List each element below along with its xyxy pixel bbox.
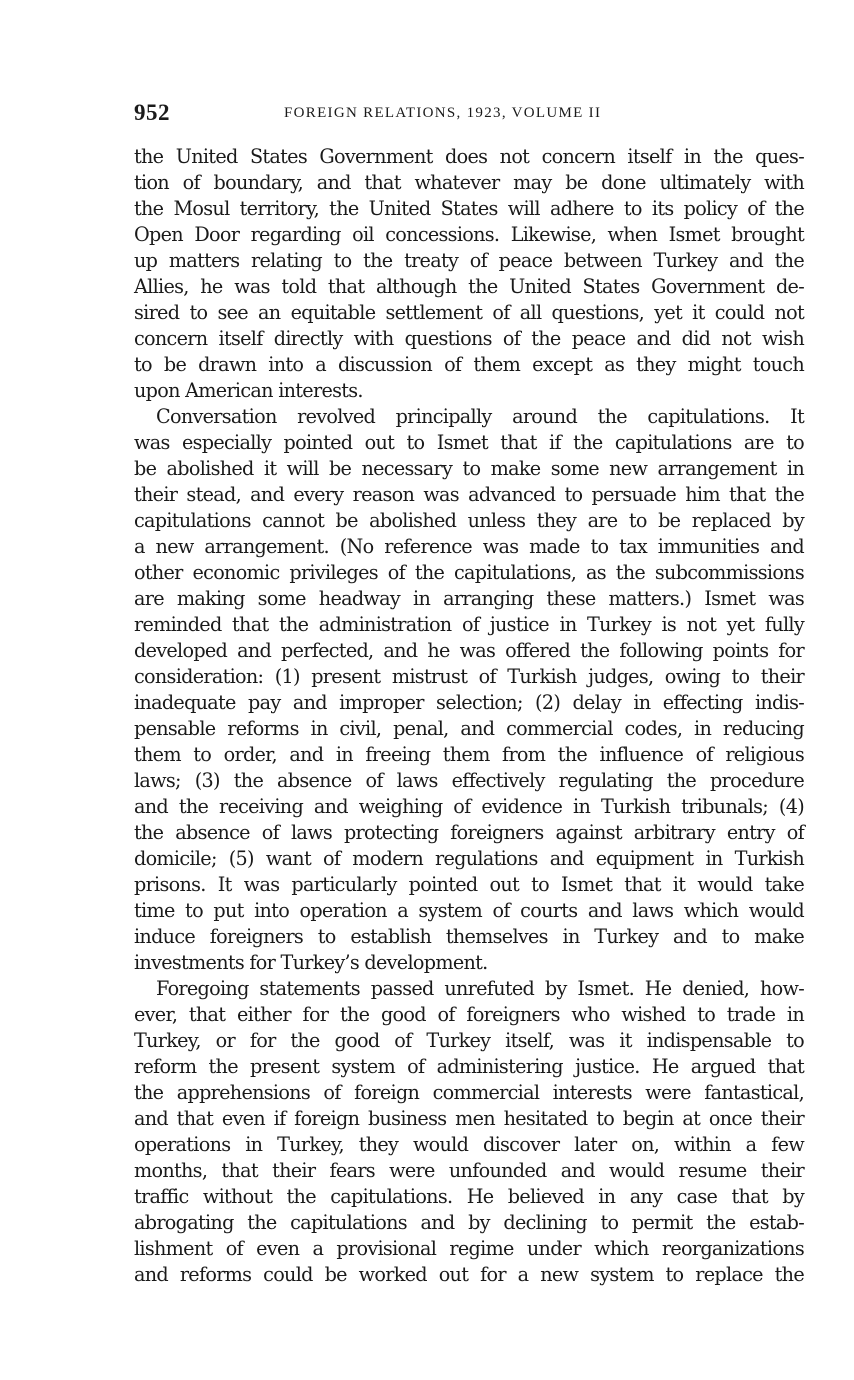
text-line: inadequate pay and improper selection; (2) delay in effecting indis-	[134, 691, 804, 714]
text-line: developed and perfected, and he was offered the following points for	[134, 639, 804, 662]
text-line: the Mosul territory, the United States will adhere to its policy of the	[134, 197, 804, 220]
text-line: their stead, and every reason was advanced to persuade him that the	[134, 483, 804, 506]
text-line: and the receiving and weighing of evidence in Turkish tribunals; (4)	[134, 795, 804, 818]
text-line: to be drawn into a discussion of them except as they might touch	[134, 353, 804, 376]
text-line: capitulations cannot be abolished unless they are to be replaced by	[134, 509, 804, 532]
text-line: tion of boundary, and that whatever may be done ultimately with	[134, 171, 804, 194]
text-line: ever, that either for the good of foreigners who wished to trade in	[134, 1003, 804, 1026]
text-line: Conversation revolved principally around the capitulations. It	[156, 405, 804, 428]
text-line: Turkey, or for the good of Turkey itself, was it indispensable to	[134, 1029, 804, 1052]
text-line: the United States Government does not concern itself in the ques-	[134, 145, 804, 168]
text-line: reminded that the administration of justice in Turkey is not yet fully	[134, 613, 804, 636]
running-head: FOREIGN RELATIONS, 1923, VOLUME II	[284, 105, 602, 121]
text-line: and reforms could be worked out for a new system to replace the	[134, 1263, 804, 1286]
paragraph	[134, 976, 804, 1288]
text-line: up matters relating to the treaty of peace between Turkey and the	[134, 249, 804, 272]
text-line: a new arrangement. (No reference was made to tax immunities and	[134, 535, 804, 558]
text-line: laws; (3) the absence of laws effectively regulating the procedure	[134, 769, 804, 792]
text-line: abrogating the capitulations and by declining to permit the estab-	[134, 1211, 804, 1234]
text-line: time to put into operation a system of courts and laws which would	[134, 899, 804, 922]
text-line: are making some headway in arranging these matters.) Ismet was	[134, 587, 804, 610]
paragraph	[134, 144, 804, 404]
text-line: them to order, and in freeing them from the influence of religious	[134, 743, 804, 766]
body-text	[134, 144, 804, 1288]
text-line: traffic without the capitulations. He believed in any case that by	[134, 1185, 804, 1208]
text-line: was especially pointed out to Ismet that if the capitulations are to	[134, 431, 804, 454]
text-line: Open Door regarding oil concessions. Likewise, when Ismet brought	[134, 223, 804, 246]
text-line: lishment of even a provisional regime under which reorganizations	[134, 1237, 804, 1260]
page-number: 952	[134, 100, 170, 125]
text-line: reform the present system of administering justice. He argued that	[134, 1055, 804, 1078]
text-line: domicile; (5) want of modern regulations and equipment in Turkish	[134, 847, 804, 870]
text-line: months, that their fears were unfounded and would resume their	[134, 1159, 804, 1182]
text-line: other economic privileges of the capitulations, as the subcommissions	[134, 561, 804, 584]
text-line: the absence of laws protecting foreigners against arbitrary entry of	[134, 821, 804, 844]
text-line: the apprehensions of foreign commercial interests were fantastical,	[134, 1081, 804, 1104]
text-line: Foregoing statements passed unrefuted by Ismet. He denied, how-	[156, 977, 804, 1000]
text-line: and that even if foreign business men hesitated to begin at once their	[134, 1107, 804, 1130]
text-line: induce foreigners to establish themselves in Turkey and to make	[134, 925, 804, 948]
text-line: investments for Turkey’s development.	[134, 951, 488, 974]
text-line: upon American interests.	[134, 379, 363, 402]
page-header	[134, 98, 804, 130]
text-line: prisons. It was particularly pointed out to Ismet that it would take	[134, 873, 804, 896]
paragraph	[134, 404, 804, 976]
text-line: concern itself directly with questions of the peace and did not wish	[134, 327, 804, 350]
text-line: operations in Turkey, they would discover later on, within a few	[134, 1133, 804, 1156]
text-line: consideration: (1) present mistrust of Turkish judges, owing to their	[134, 665, 804, 688]
text-line: sired to see an equitable settlement of all questions, yet it could not	[134, 301, 804, 324]
text-line: be abolished it will be necessary to make some new arrangement in	[134, 457, 804, 480]
text-line: Allies, he was told that although the United States Government de-	[134, 275, 804, 298]
text-line: pensable reforms in civil, penal, and commercial codes, in reducing	[134, 717, 804, 740]
